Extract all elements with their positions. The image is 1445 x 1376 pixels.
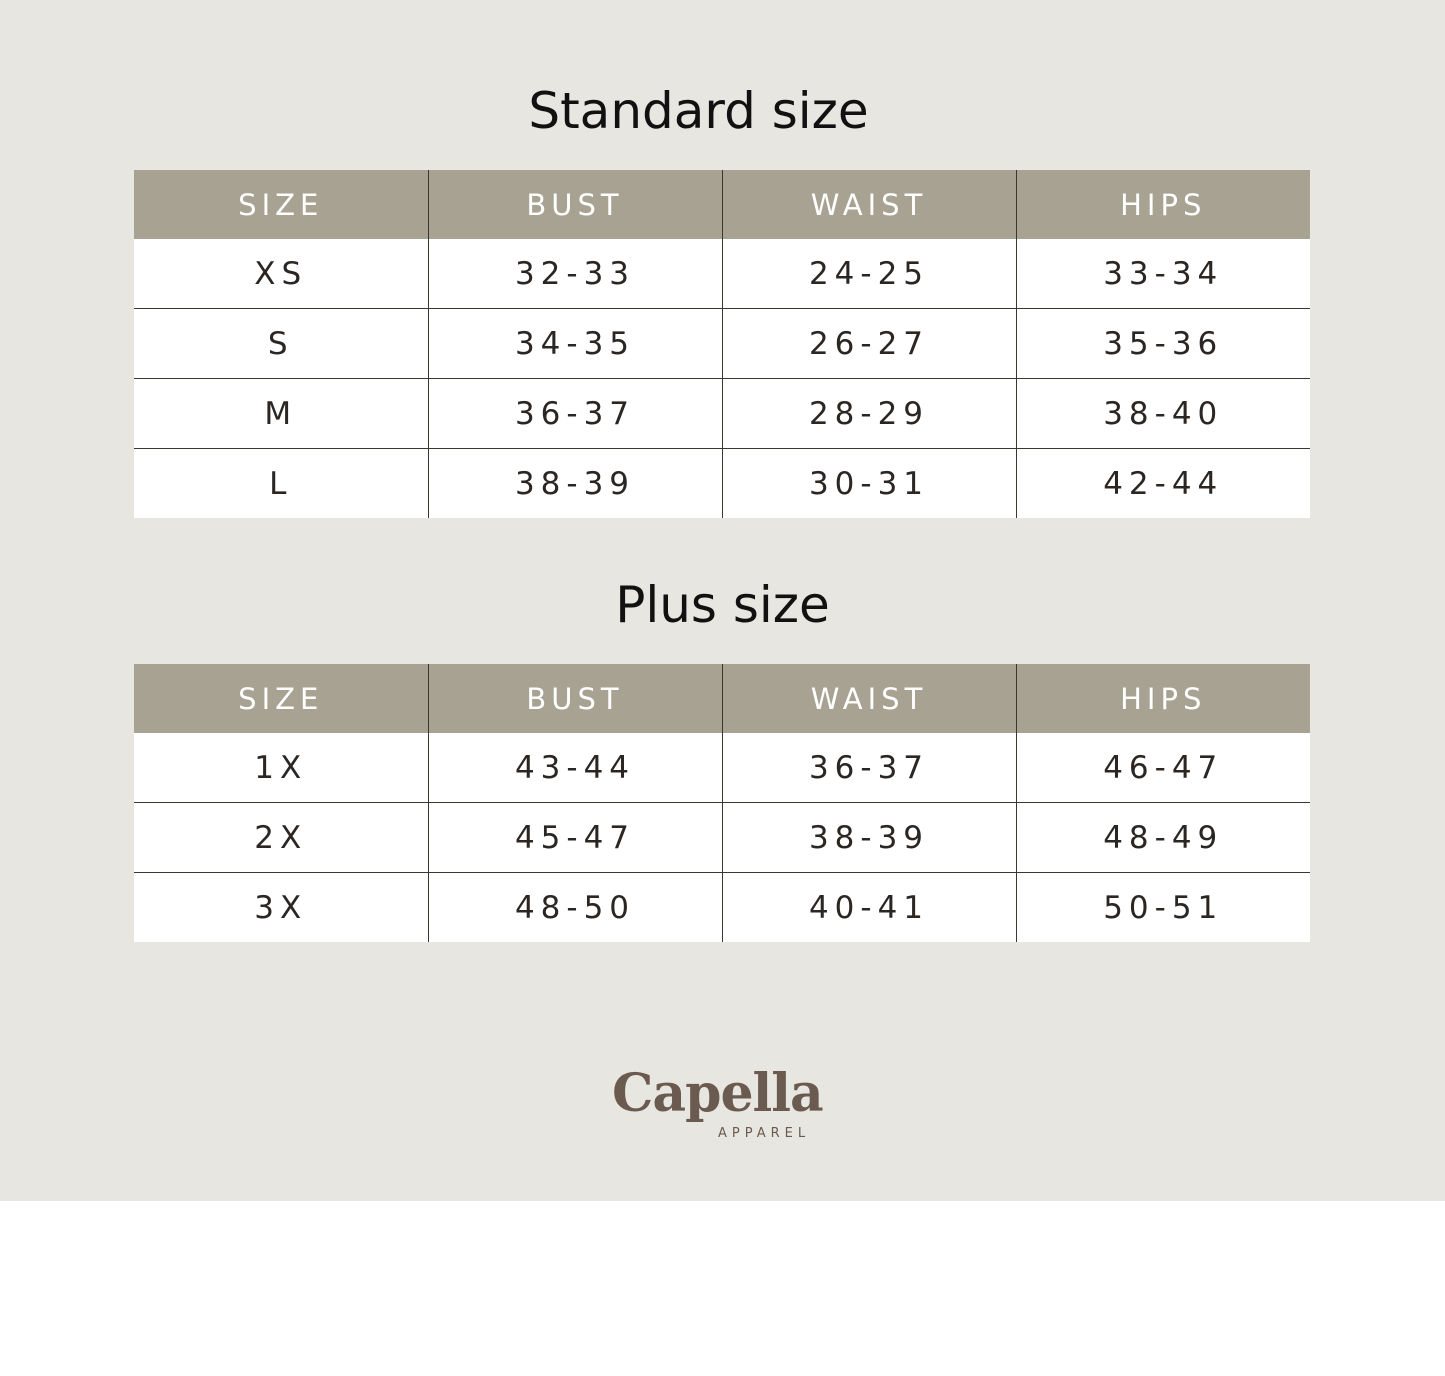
- bust-cell: 32-33: [428, 239, 722, 309]
- waist-cell: 28-29: [722, 379, 1016, 449]
- size-cell: L: [134, 449, 428, 519]
- size-cell: 1X: [134, 733, 428, 803]
- hips-cell: 38-40: [1016, 379, 1310, 449]
- hips-cell: 42-44: [1016, 449, 1310, 519]
- brand-name: Capella: [612, 1063, 823, 1124]
- bust-column-header: BUST: [428, 664, 722, 733]
- size-cell: S: [134, 309, 428, 379]
- bust-cell: 36-37: [428, 379, 722, 449]
- waist-column-header: WAIST: [722, 170, 1016, 239]
- standard-size-title: Standard size: [528, 82, 869, 140]
- bust-cell: 34-35: [428, 309, 722, 379]
- table-row: [134, 309, 1310, 379]
- waist-cell: 30-31: [722, 449, 1016, 519]
- table-row: [134, 873, 1310, 943]
- waist-cell: 40-41: [722, 873, 1016, 943]
- hips-cell: 48-49: [1016, 803, 1310, 873]
- hips-cell: 33-34: [1016, 239, 1310, 309]
- hips-cell: 35-36: [1016, 309, 1310, 379]
- waist-cell: 24-25: [722, 239, 1016, 309]
- bust-column-header: BUST: [428, 170, 722, 239]
- standard-size-table: [134, 170, 1310, 518]
- bust-cell: 48-50: [428, 873, 722, 943]
- plus-size-table: [134, 664, 1310, 942]
- brand-tagline: APPAREL: [718, 1126, 811, 1141]
- hips-cell: 46-47: [1016, 733, 1310, 803]
- bust-cell: 38-39: [428, 449, 722, 519]
- table-header-row: [134, 664, 1310, 733]
- table-header-row: [134, 170, 1310, 239]
- hips-cell: 50-51: [1016, 873, 1310, 943]
- size-cell: M: [134, 379, 428, 449]
- table-row: [134, 239, 1310, 309]
- table-row: [134, 733, 1310, 803]
- waist-cell: 36-37: [722, 733, 1016, 803]
- waist-cell: 26-27: [722, 309, 1016, 379]
- hips-column-header: HIPS: [1016, 664, 1310, 733]
- size-cell: XS: [134, 239, 428, 309]
- size-column-header: SIZE: [134, 170, 428, 239]
- size-column-header: SIZE: [134, 664, 428, 733]
- brand-logo: [612, 1063, 834, 1148]
- bust-cell: 45-47: [428, 803, 722, 873]
- size-cell: 2X: [134, 803, 428, 873]
- table-row: [134, 379, 1310, 449]
- bust-cell: 43-44: [428, 733, 722, 803]
- waist-cell: 38-39: [722, 803, 1016, 873]
- plus-size-title: Plus size: [615, 576, 830, 634]
- hips-column-header: HIPS: [1016, 170, 1310, 239]
- table-row: [134, 449, 1310, 519]
- waist-column-header: WAIST: [722, 664, 1016, 733]
- table-row: [134, 803, 1310, 873]
- size-cell: 3X: [134, 873, 428, 943]
